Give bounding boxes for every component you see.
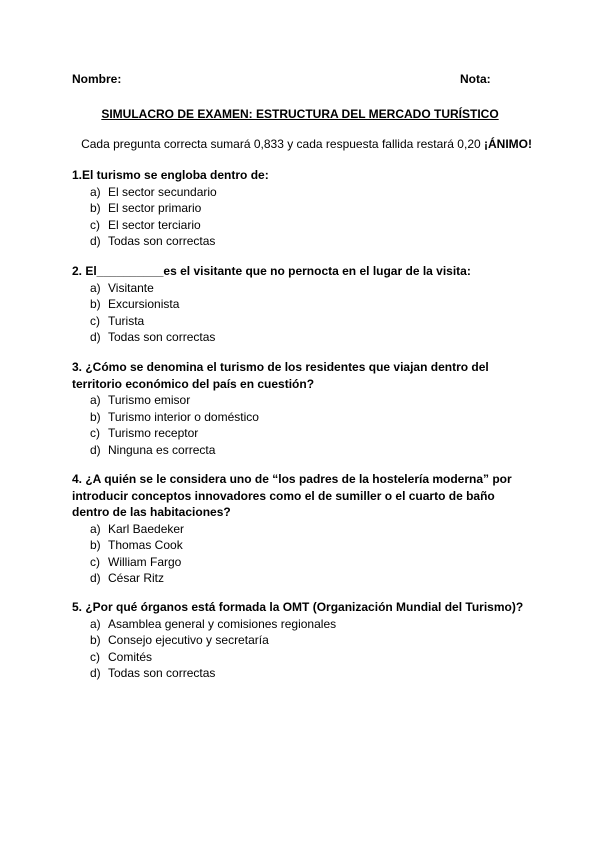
option-a — [72, 616, 532, 633]
option-letter: d) — [90, 234, 101, 248]
option-d — [72, 665, 532, 682]
option-c — [72, 649, 532, 666]
option-letter: b) — [90, 201, 101, 215]
option-letter: c) — [90, 217, 100, 232]
option-d — [72, 329, 532, 346]
option-text: Todas son correctas — [108, 666, 216, 680]
option-text: El sector primario — [108, 201, 202, 215]
options-list — [72, 392, 532, 458]
question-1 — [72, 167, 532, 250]
options-list — [72, 280, 532, 346]
option-text: Asamblea general y comisiones regionales — [108, 616, 337, 631]
option-b — [72, 537, 532, 554]
option-d — [72, 570, 532, 587]
option-text: Thomas Cook — [108, 538, 183, 552]
question-text: 5. ¿Por qué órganos está formada la OMT (Organización Mundial del Turismo)? — [72, 600, 524, 614]
option-a — [72, 280, 532, 297]
option-letter: b) — [90, 633, 101, 647]
option-c — [72, 217, 532, 234]
option-letter: a) — [90, 521, 101, 536]
option-a — [72, 392, 532, 409]
options-list — [72, 184, 532, 250]
question-text: 4. ¿A quién se le considera uno de “los padres de la hostelería moderna” por introducir conceptos innovadores como el de sumiller o el cuarto de baño dentro de las habitaciones? — [72, 472, 512, 519]
question-text: 2. El__________es el visitante que no pernocta en el lugar de la visita: — [72, 264, 471, 278]
question-text: 3. ¿Cómo se denomina el turismo de los residentes que viajan dentro del territorio económico del país en cuestión? — [72, 360, 489, 391]
intro-text — [72, 137, 532, 151]
options-list — [72, 616, 532, 682]
question-3 — [72, 359, 532, 458]
option-text: Todas son correctas — [108, 234, 216, 248]
option-b — [72, 632, 532, 649]
option-text: Ninguna es correcta — [108, 442, 216, 457]
option-c — [72, 425, 532, 442]
option-text: César Ritz — [108, 571, 165, 585]
option-d — [72, 442, 532, 459]
option-letter: c) — [90, 313, 100, 328]
option-a — [72, 521, 532, 538]
option-letter: d) — [90, 442, 101, 457]
option-text: Comités — [108, 649, 153, 664]
question-text: 1.El turismo se engloba dentro de: — [72, 168, 269, 182]
option-b — [72, 409, 532, 426]
option-text: Excursionista — [108, 297, 180, 311]
option-letter: b) — [90, 297, 101, 311]
option-letter: d) — [90, 330, 101, 344]
option-letter: a) — [90, 280, 101, 295]
question-2 — [72, 263, 532, 346]
option-letter: d) — [90, 571, 101, 585]
nombre-label: Nombre: — [72, 72, 122, 86]
option-text: Turismo emisor — [108, 393, 191, 407]
option-letter: d) — [90, 666, 101, 680]
option-b — [72, 200, 532, 217]
nota-label: Nota: — [460, 72, 491, 86]
option-text: Karl Baedeker — [108, 521, 185, 536]
intro-scoring: Cada pregunta correcta sumará 0,833 y cada respuesta fallida restará 0,20 — [81, 137, 484, 151]
option-letter: a) — [90, 616, 101, 631]
header-row — [72, 72, 522, 88]
exam-title: SIMULACRO DE EXAMEN: ESTRUCTURA DEL MERCADO TURÍSTICO — [101, 107, 499, 121]
option-text: William Fargo — [108, 554, 182, 569]
option-text: El sector secundario — [108, 184, 217, 199]
question-4 — [72, 471, 532, 587]
option-c — [72, 313, 532, 330]
option-b — [72, 296, 532, 313]
option-a — [72, 184, 532, 201]
option-text: Todas son correctas — [108, 330, 216, 344]
option-text: Visitante — [108, 280, 154, 295]
option-text: Turismo receptor — [108, 426, 199, 440]
option-letter: b) — [90, 538, 101, 552]
option-letter: b) — [90, 409, 101, 424]
option-letter: a) — [90, 184, 101, 199]
option-letter: c) — [90, 426, 100, 440]
intro-emphasis: ¡ÁNIMO! — [484, 137, 532, 151]
option-text: Consejo ejecutivo y secretaría — [108, 633, 269, 647]
option-text: Turismo interior o doméstico — [108, 409, 259, 424]
question-5 — [72, 599, 532, 682]
options-list — [72, 521, 532, 587]
option-letter: c) — [90, 554, 100, 569]
option-letter: c) — [90, 649, 100, 664]
option-text: Turista — [108, 313, 145, 328]
option-text: El sector terciario — [108, 217, 201, 232]
option-d — [72, 233, 532, 250]
option-letter: a) — [90, 393, 101, 407]
option-c — [72, 554, 532, 571]
